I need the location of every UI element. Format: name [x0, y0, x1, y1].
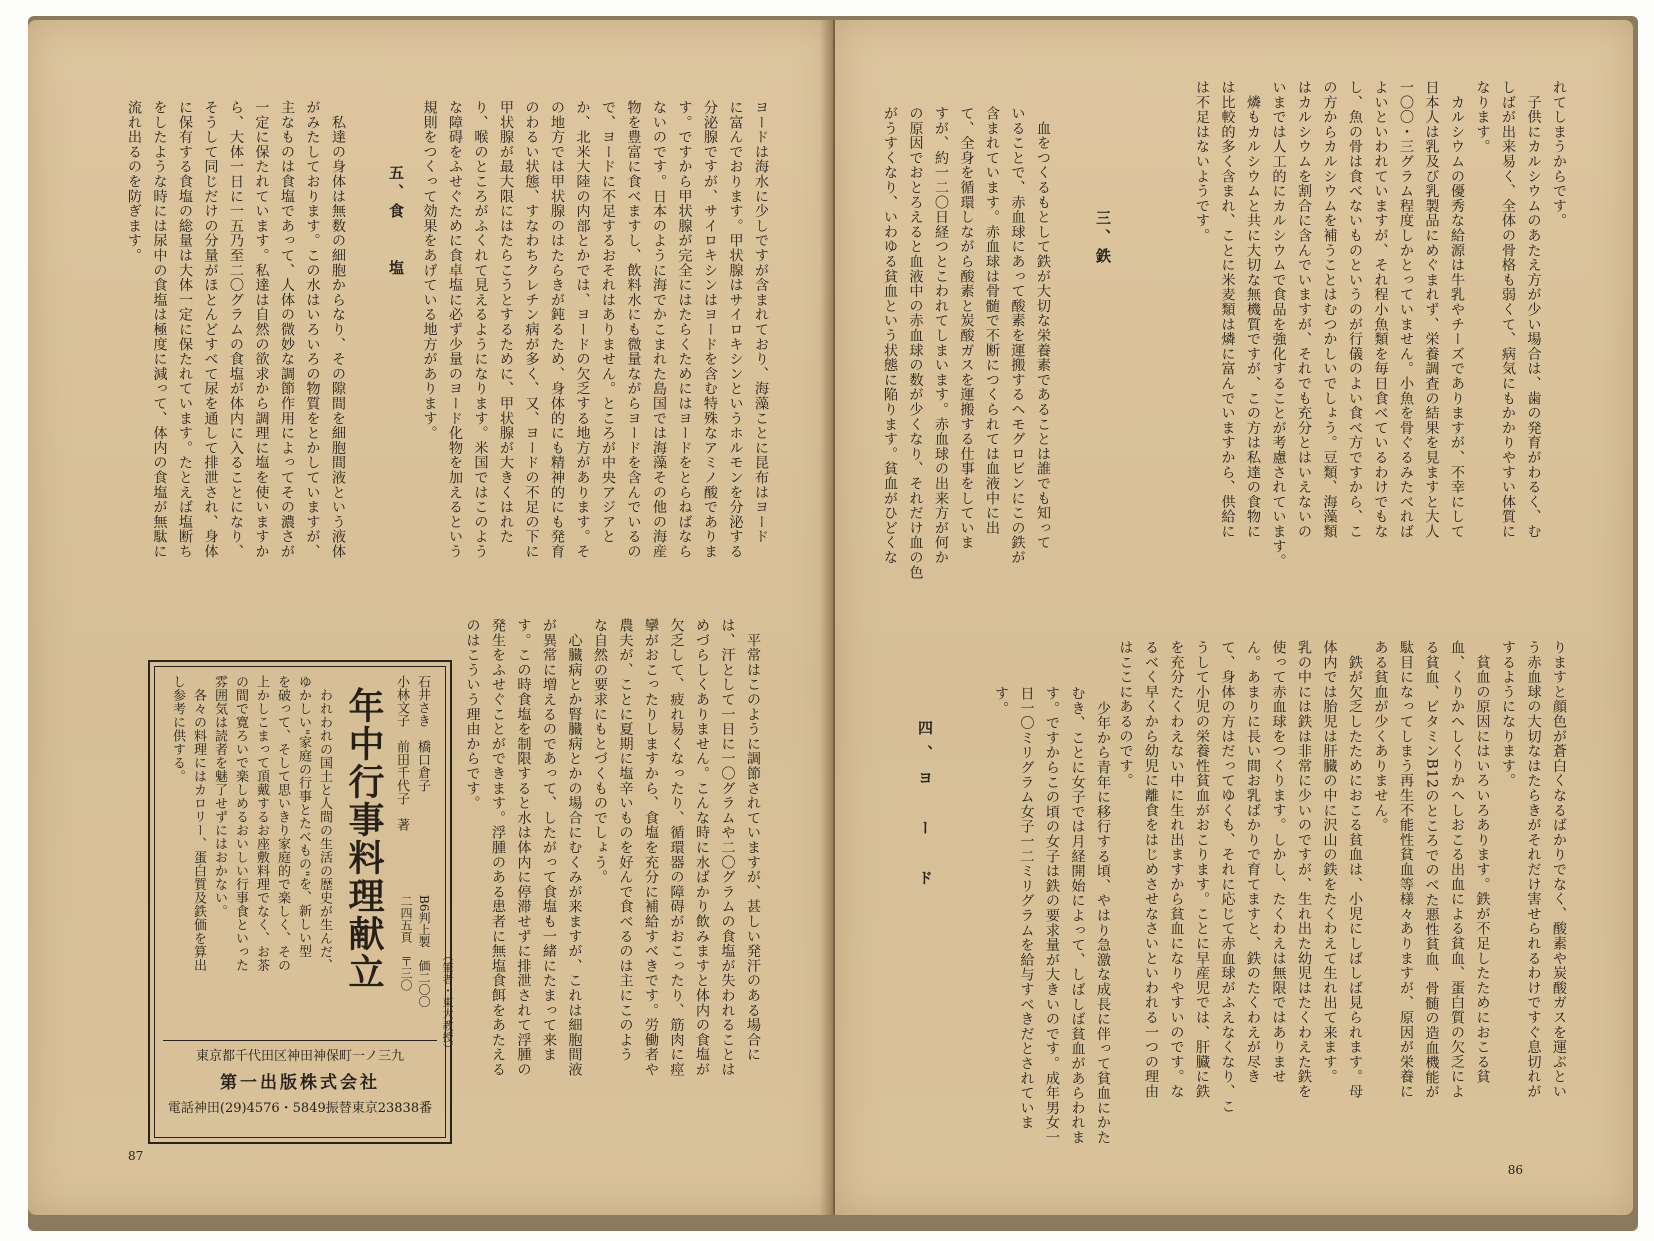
page-number-87: 87: [128, 1149, 144, 1163]
salt-text-columns-continued: 平常はこのように調節されていますが、甚しい発汗のある場合に は、汗として一日に一〇グラムや二〇グラムの食塩が失われることは めづらしくありません。こんな時に水ばかり飲みますと体内の食塩が 欠乏して、疲れ易くなったり、循環器の障碍がおこったり、筋肉に痙 攣がおこったりしますから、食塩を充分に補給すべきです。労働者や 農夫が、ことに夏期に塩辛いものを好んで食べるのは主にこのよう な自然の要求にもとづくものでしょう。 心臓病とか腎臓病とかの場合にむくみが来ますが、これは細胞間液 が異常に増えるのであって、したがって食塩も一緒にたまって来ま す。この時食塩を制限すると水は体内に停滞せずに排泄されて浮腫の 発生をふせぐことができます。浮腫のある患者に無塩食餌をあたえる のはこういう理由からです。: [464, 618, 761, 1077]
ad-book-title: 年中行事料理献立: [343, 687, 384, 991]
ad-authors: 石井さき 橋口倉子 小林文子 前田千代子 著: [394, 675, 430, 831]
iron-text-columns: 血をつくるもとして鉄が大切な栄養素であることは誰でも知って いることで、赤血球にあって酸素を運搬するヘモグロビンにこの鉄が 含まれています。赤血球は骨髄で不断につくられては血液中に出 て、全身を循環しながら酸素と炭酸ガスを運搬する仕事をしていま すが、約一二〇日経つとこわれてしまいます。赤血球の出来方が何か の原因でおとろえると血液中の赤血球の数が少くなり、それだけ血の色 がうすくなり、いわゆる貧血という状態に陥ります。貧血がひどくな: [882, 106, 1051, 580]
ad-inner-border: [154, 666, 446, 1138]
adolescent-iron-text-columns: 少年から青年に移行する頃、やはり急激な成長に伴って貧血にかた むき、ことに女子では月経開始によって、しばしば貧血があらわれま す。ですからこの頃の女子は鉄の要求量が大きいのです。成年男女一 日一〇ミリグラム女子一二ミリグラムを給与すべきだとされていま す。: [993, 686, 1111, 1145]
right-page: [835, 20, 1633, 1215]
book-advertisement: [148, 660, 452, 1144]
ad-description: われわれの国土と人間の生活の歴史が生んだ、 ゆかしい"家庭の行事とたべもの"を、新しい型 を破って、そして思いきり家庭的で楽しく、その 上かしこまって頂戴するお座敷料理でなく、お茶 の間で寛ろいで楽しめるおいしい行事食といった 雰囲気は読者を魅了せずにはおかない。 各々の料理にはカロリー、蛋白質及鉄価を算出 し参考に供する。: [170, 675, 332, 972]
ad-publisher-box: [163, 1040, 437, 1129]
section-heading-salt: 五、食 塩: [387, 165, 405, 279]
section-heading-iron: 三、鉄: [1094, 210, 1112, 267]
author-note: （筆者・東大教授）: [441, 950, 454, 1055]
iodine-text-columns: ヨードは海水に少しですが含まれており、海藻ことに昆布はヨード に富んでおります。甲状腺はサイロキシンというホルモンを分泌する 分泌腺ですが、サイロキシンはヨードを含む特殊なアミノ酸でありま す。ですから甲状腺が完全にはたらくためにはヨードをとらねばなら ないのです。日本のように海でかこまれた島国では海藻その他の海産 物を豊富に食べますし、飲料水にも微量ながらヨードを含んでいるの で、ヨードに不足するおそれはありません。ところが中央アジアと か、北米大陸の内部とかでは、ヨードの欠乏する地方があります。そ の地方では甲状腺のはたらきが鈍るため、身体的にも精神的にも発育 のわるい状態、すなわちクレチン病が多く、又、ヨードの不足の下に 甲状腺が最大限にはたらこうとするために、甲状腺が大きくはれた り、喉のところがふくれて見えるようになります。米国ではこのよう な障碍をふせぐために食卓塩に必ず少量のヨード化物を加えるという 規則をつくって効果をあげている地方があります。: [421, 100, 769, 559]
left-page: [28, 20, 833, 1215]
anemia-text-columns: りますと顔色が蒼白くなるばかりでなく、酸素や炭酸ガスを運ぶとい う赤血球の大切なはたらきがそれだけ害せられるわけですぐ息切れが するようになります。 貧血の原因にはいろいろあります。鉄が不足したためにおこる貧 血、くりかへしくりかへしおこる出血による貧血、蛋白質の欠乏によ る貧血、ビタミンB12のところでのべた悪性貧血、骨髄の造血機能が 駄目になってしまう再生不能性貧血等様々ありますが、原因が栄養に ある貧血が少くありません。 鉄が欠乏したためにおこる貧血は、小児にしばしば見られます。母 体内では胎児は肝臓の中に沢山の鉄をたくわえて生れ出て来ます。 乳の中には鉄は非常に少いのですが、生れ出た幼児はたくわえた鉄を 使って赤血球をつくります。しかし、たくわえは無限ではありませ ん。あまりに長い間お乳ばかりで育てますと、鉄のたくわえが尽き て、身体の方はだってゆくも、それに応じて赤血球がふえなくなり、こ うして小児の栄養性貧血がおこります。ことに早産児では、肝臓に鉄 を充分たくわえない中に生れ出ますから貧血になりやすいのです。な るべく早くから幼児に離食をはじめさせなさいといわれる一つの理由 はここにあるのです。: [1117, 640, 1567, 1114]
publisher-name: 第一出版株式会社: [220, 1073, 380, 1093]
section-heading-iodine: 四、ヨ ー ド: [916, 720, 934, 895]
publisher-address: 東京都千代田区神田神保町一ノ三九: [195, 1049, 404, 1064]
calcium-text-columns: れてしまうからです。 子供にカルシウムのあたえ方が少い場合は、歯の発育がわるく、む しばが出来易く、全体の骨格も弱くて、病気にもかかりやすい体質に なります。 カルシウムの優秀な給源は牛乳やチーズでありますが、不幸にして 日本人は乳及び乳製品にめぐまれず、栄養調査の結果を見ますと大人 一〇〇・三グラム程度しかとっていません。小魚を骨ぐるみたべれば よいといわれていますが、それ程小魚類を毎日食べているわけでもな し、魚の骨は食べないものというのが行儀のよい食べ方ですから、こ の方からカルシウムを補うことはむつかしいでしょう。豆類、海藻類 はカルシウムを割合に含んでいますが、それでも充分とはいえないの いまでは人工的にカルシウムで食品を強化することが考慮されています。 燐もカルシウムと共に大切な無機質ですが、この方は私達の食物に は比較的多く含まれ、ことに米麦類は燐に富んでいますから、供給に は不足はないようです。: [1194, 80, 1567, 569]
salt-text-columns: 私達の身体は無数の細胞からなり、その隙間を細胞間液という液体 がみたしております。この水はいろいろの物質をとかしていますが、 主なものは食塩であって、人体の微妙な調節作用によってその濃さが 一定に保たれています。私達は自然の欲求から調理に塩を使いますか ら、大体一日に一五乃至二〇グラムの食塩が体内に入ることになり、 そうして同じだけの分量がほとんどすべて尿を通して排泄され、身体 に保有する食塩の総量は大体一定に保たれています。たとえば塩断ち をしたような時には尿中の食塩は極度に減って、体内の食塩が無駄に 流れ出るのを防ぎます。: [126, 100, 346, 559]
page-number-86: 86: [1507, 1163, 1523, 1177]
publisher-phone: 電話神田(29)4576・5849振替東京23838番: [167, 1101, 433, 1116]
ad-book-spec: B6判上製 価二〇〇 二四五頁 〒三〇: [399, 895, 431, 1008]
